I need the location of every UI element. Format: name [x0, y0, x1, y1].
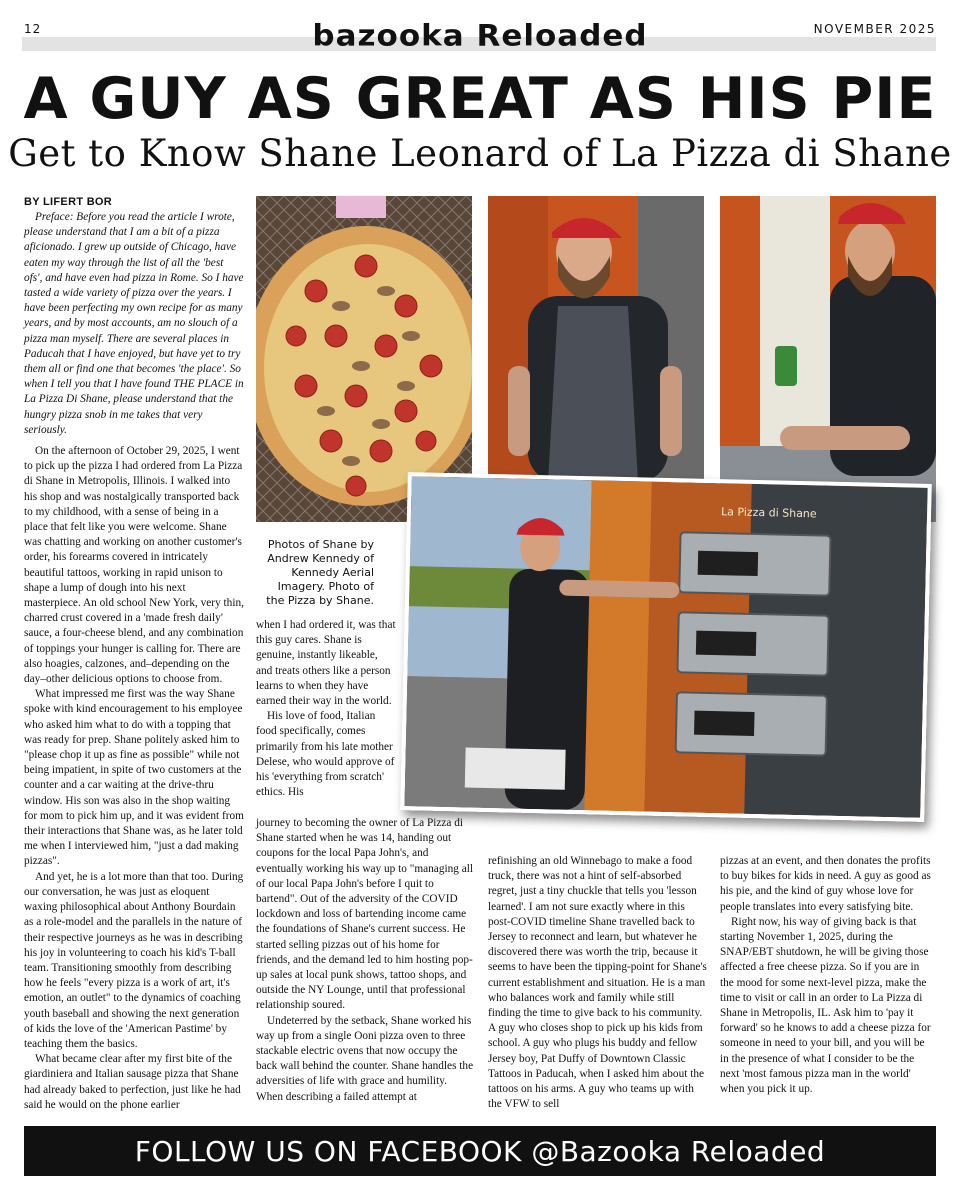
- preface: Preface: Before you read the article I wrote, please understand that I am a bit of a pizza aficionado. I grew up outside of Chicago, have eaten my way through the list of all the 'best ofs', and have even had pizza in Rome. So I have tasted a wide variety of pizza over the years. I have been perfecting my own recipe for as many years, and by most accounts, am no slouch of a pizza man myself. There are several places in Paducah that I have enjoyed, but have yet to try them all or find one that becomes 'the place'. So when I tell you that I have found THE PLACE in La Pizza Di Shane, please understand that the hungry pizza snob in me takes that very seriously.: [24, 211, 244, 436]
- shane-photo-2-illustration: [720, 196, 936, 522]
- article-column-2a: [256, 618, 396, 800]
- shane-kitchen-photo: [400, 472, 932, 822]
- paragraph: What became clear after my first bite of the giardiniera and Italian sausage pizza that Shane had already baked to perfection, just like he had said he would on the phone earlier: [24, 1053, 241, 1111]
- article-column-1: [24, 444, 244, 1113]
- page-number: 12: [24, 22, 42, 36]
- subheadline: Get to Know Shane Leonard of La Pizza di Shane: [8, 132, 952, 175]
- paragraph: when I had ordered it, was that this guy cares. Shane is genuine, instantly likeable, and treats others like a person learns to when they have earned their way in the world.: [256, 619, 396, 708]
- paragraph: His love of food, Italian food specifically, comes primarily from his late mother Delese, who would approve of his 'everything from scratch' ethics. His: [256, 710, 395, 799]
- headline: A GUY AS GREAT AS HIS PIE: [23, 66, 937, 132]
- article-column-4: [720, 854, 935, 1097]
- paragraph: pizzas at an event, and then donates the profits to buy bikes for kids in need. A guy as good as his pie, and the kind of guy whose love for people translates into every satisfying bite.: [720, 855, 931, 913]
- paragraph: What impressed me first was the way Shane spoke with kind encouragement to his employee who asked him what to do with a topping that was ready for prep. Shane politely asked him to "please chop it up as fine as possible" while not being impatient, in spite of two customers at the counter and a car waiting at the drive-thru window. His son was also in the shop waiting for mom to pick him up, and it was evident from their interactions that Shane was, as he later told me when I interviewed him, "just a dad making pizzas".: [24, 688, 244, 868]
- paragraph: And yet, he is a lot more than that too. During our conversation, he was just as eloquent waxing philosophical about Anthony Bourdain as a role-model and the parallels in the nature of their respective journeys as he was in describing his joy in volunteering to coach his kid's T-ball team. Transitioning smoothly from describing how he feels "every pizza is a work of art, it's emotion, an outlet" to the dynamics of coaching youth baseball and showing the next generation of kids the love of the 'American Pastime' by teaching them the basics.: [24, 870, 244, 1050]
- photo-caption: Photos of Shane by Andrew Kennedy of Kennedy Aerial Imagery. Photo of the Pizza by Shane.: [266, 538, 374, 607]
- shane-photo-1: [488, 196, 704, 482]
- paragraph: Undeterred by the setback, Shane worked his way up from a single Ooni pizza oven to three stackable electric ovens that now occupy the back wall behind the counter. Shane handles the adversities of life with grace and humility. When describing a failed attempt at: [256, 1014, 474, 1103]
- paragraph: Right now, his way of giving back is that starting November 1, 2025, during the SNAP/EBT shutdown, he will be giving those affected a free cheese pizza. So if you are in the mood for some next-level pizza, make the time to visit or call in an order to La Pizza di Shane in Metropolis, IL. Ask him to 'pay it forward' so he knows to add a cheese pizza for someone in need to your bill, and you will be in the presence of what I consider to be the next 'most famous pizza man in the world' when you pick it up.: [720, 915, 931, 1096]
- paragraph: refinishing an old Winnebago to make a food truck, there was not a hint of self-absorbed regret, just a tiny chuckle that tells you 'lesson learned'. I am not sure exactly where in this post-COVID timeline Shane travelled back to Jersey to reconnect and learn, but whatever he discovered there was worth the trip, because it seems to have been the tipping-point for Shane's current establishment and situation. He is a man who balances work and family while still finding the time to give back to his community. A guy who closes shop to pick up his kids from school. A guy who plugs his buddy and fellow Jersey boy, Pat Duffy of Downtown Classic Tattoos in Paducah, when I asked him about the tattoos on his arms. A guy who teams up with the VFW to sell: [488, 855, 707, 1111]
- article-column-2b: [256, 816, 476, 1105]
- byline: BY LIFERT BOR: [24, 196, 113, 208]
- paragraph: On the afternoon of October 29, 2025, I went to pick up the pizza I had ordered from La Pizza di Shane in Metropolis, Illinois. I walked into his shop and was nostalgically transported back to my childhood, with a sense of being in a place that felt like you were welcome. Shane was chatting and working on another customer's order, his forearms covered in intricately beautiful tattoos, working in rapid unison to shape a lump of dough into his next masterpiece. An old school New York, very thin, charred crust covered in a 'made fresh daily' sauce, a four-cheese blend, and any combination of toppings your hunger is calling for. There are also hoagies, calzones, and–depending on the day–other delicious options to choose from.: [24, 445, 244, 686]
- shane-photo-1-illustration: [488, 196, 704, 482]
- shane-photo-2: [720, 196, 936, 522]
- masthead: bazooka Reloaded: [312, 18, 648, 54]
- footer-banner: FOLLOW US ON FACEBOOK @Bazooka Reloaded: [24, 1126, 936, 1176]
- paragraph: journey to becoming the owner of La Pizza di Shane started when he was 14, handing out coupons for the local Papa John's, and eventually working his way up to "managing all of our local Papa John's before I quit to bartend". Out of the adversity of the COVID lockdown and loss of bartending income came the foundations of Shane's current success. He started selling pizzas out of his home for friends, and the demand led to him hosting pop-up sales at local punk shows, tattoo shops, and outside the NY Lounge, until that professional relationship soured.: [256, 817, 474, 1012]
- article-column-3: [488, 854, 708, 1112]
- shane-kitchen-illustration: [404, 476, 927, 818]
- issue-date: NOVEMBER 2025: [813, 22, 936, 36]
- sign-text: La Pizza di Shane: [720, 505, 817, 521]
